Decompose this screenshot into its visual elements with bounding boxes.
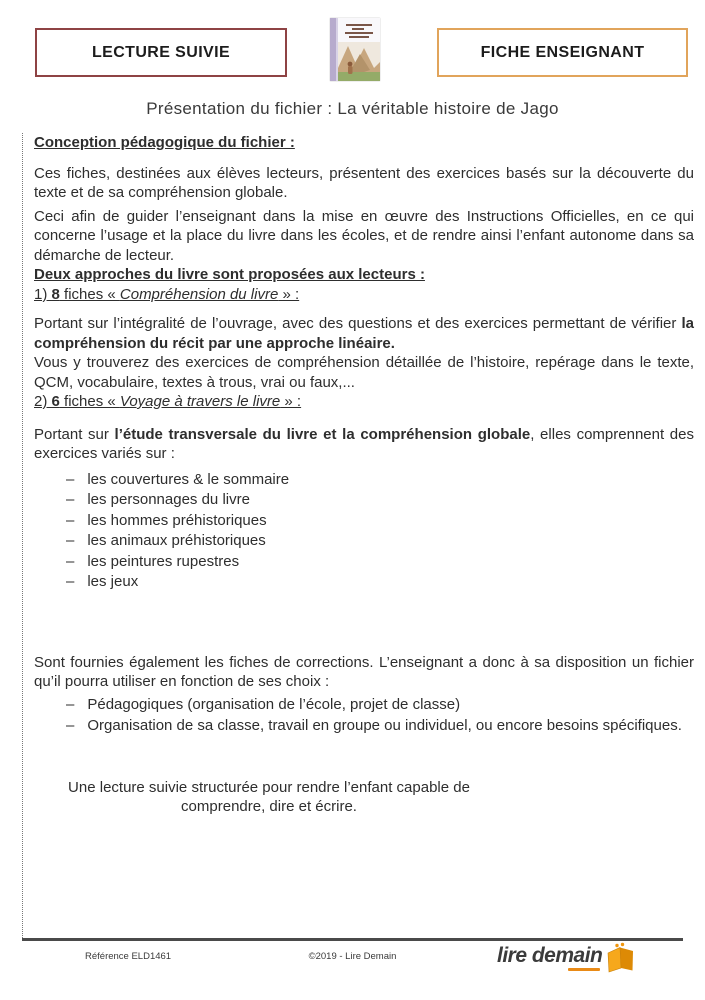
- approach1-count: 8: [51, 285, 60, 303]
- logo-wordmark: lire demain: [497, 944, 603, 967]
- corrections-choice-list: [34, 694, 694, 736]
- approach1-name: Compréhension du livre: [119, 285, 279, 303]
- list-item: – les animaux préhistoriques: [34, 531, 694, 552]
- main-content: [22, 133, 694, 938]
- list-item: – Organisation de sa classe, travail en groupe ou individuel, ou encore besoins spécifiques.: [34, 715, 694, 736]
- lecture-suivie-box: [35, 28, 287, 77]
- subheading-approach-2: [34, 392, 694, 412]
- approach1-number: 1): [34, 285, 52, 303]
- approach2-topic-list: [34, 470, 694, 593]
- list-item: – Pédagogiques (organisation de l’école, projet de classe): [34, 694, 694, 715]
- open-book-icon: [604, 941, 638, 975]
- conclusion-text: Une lecture suivie structurée pour rendre l’enfant capable de comprendre, dire et écrire.: [68, 778, 470, 815]
- approach2-mid: fiches «: [59, 393, 120, 410]
- heading-conception: Conception pédagogique du fichier :: [34, 134, 295, 151]
- approach1-para-bold: la compréhension du récit par une approche linéaire.: [34, 315, 694, 352]
- footer-copyright: ©2019 - Lire Demain: [308, 951, 397, 962]
- list-item: – les hommes préhistoriques: [34, 511, 694, 532]
- book-cover-illustration: [330, 18, 380, 81]
- paragraph-conception-2: Ceci afin de guider l’enseignant dans la mise en œuvre des Instructions Officielles, en ce qui concerne l’usage et la place du livre dans les écoles, et de rendre ainsi l’enfant autonome dans sa démarche de lecteur.: [34, 207, 694, 264]
- logo-text-wrap: [497, 945, 602, 971]
- subheading-approach-1: [34, 285, 694, 305]
- list-item: – les jeux: [34, 572, 694, 593]
- page-title: Présentation du fichier : La véritable histoire de Jago: [146, 99, 559, 118]
- lire-demain-logo: [497, 941, 638, 975]
- approach1-para-normal: Portant sur l’intégralité de l’ouvrage, avec des questions et des exercices permettant de vérifier: [34, 315, 682, 332]
- approach2-end: » :: [280, 393, 302, 410]
- paragraph-approach1-1: [34, 314, 694, 353]
- footer-reference: Référence ELD1461: [85, 951, 172, 962]
- approach2-para-prefix: Portant sur: [34, 425, 115, 443]
- approach2-name: Voyage à travers le livre: [119, 393, 281, 410]
- paragraph-approach2: [34, 425, 694, 464]
- book-cover-thumbnail: [330, 18, 380, 81]
- logo-tagline: [568, 968, 600, 971]
- list-item: – les couvertures & le sommaire: [34, 470, 694, 491]
- paragraph-approach1-2: Vous y trouverez des exercices de compréhension détaillée de l’histoire, repérage dans le texte, QCM, vocabulaire, textes à trous, vrai ou faux,...: [34, 354, 694, 391]
- approach2-para-suffix: , elles comprennent des exercices variés sur :: [34, 425, 694, 462]
- list-item: – les personnages du livre: [34, 490, 694, 511]
- approach2-count: 6: [51, 393, 60, 410]
- paragraph-corrections: Sont fournies également les fiches de corrections. L’enseignant a donc à sa disposition un fichier qu’il pourra utiliser en fonction de ses choix :: [34, 653, 694, 690]
- heading-approaches: Deux approches du livre sont proposées aux lecteurs :: [34, 266, 425, 283]
- lecture-suivie-label: LECTURE SUIVIE: [91, 43, 231, 61]
- approach2-number: 2): [34, 393, 52, 410]
- approach2-para-bold: l’étude transversale du livre et la compréhension globale: [114, 425, 531, 443]
- fiche-enseignant-label: FICHE ENSEIGNANT: [480, 43, 645, 61]
- approach1-mid: fiches «: [59, 285, 120, 303]
- approach1-end: » :: [278, 285, 300, 303]
- paragraph-conception-1: Ces fiches, destinées aux élèves lecteurs, présentent des exercices basés sur la découverte du texte et de sa compréhension globale.: [34, 164, 694, 201]
- list-item: – les peintures rupestres: [34, 552, 694, 573]
- fiche-enseignant-box: [437, 28, 688, 77]
